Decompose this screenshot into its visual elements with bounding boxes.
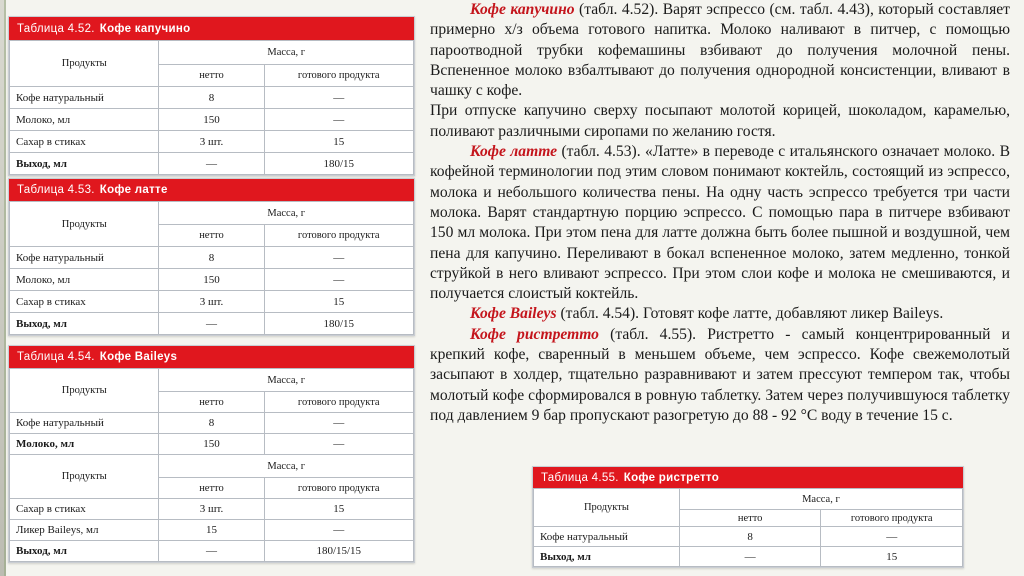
table-row <box>10 520 414 541</box>
cell-net: 8 <box>159 247 264 269</box>
cell-product: Молоко, мл <box>10 434 159 455</box>
col-header-products: Продукты <box>10 455 159 499</box>
col-header-net: нетто <box>159 65 264 87</box>
table-row <box>10 499 414 520</box>
cell-product: Сахар в стиках <box>10 131 159 153</box>
table-row <box>10 87 414 109</box>
col-header-ready: готового продукта <box>264 392 414 413</box>
col-header-net: нетто <box>159 392 264 413</box>
cell-net: 8 <box>679 527 821 547</box>
col-header-products: Продукты <box>10 369 159 413</box>
table-label: Таблица 4.52. <box>17 22 95 35</box>
table-grid <box>9 40 414 175</box>
term-latte: Кофе латте <box>470 143 558 161</box>
paragraph-ristretto <box>430 325 1010 426</box>
col-header-mass: Масса, г <box>159 41 414 65</box>
table-ristretto <box>532 466 964 568</box>
table-cappuccino <box>8 16 415 176</box>
cell-net: 8 <box>159 87 264 109</box>
cell-ready: 15 <box>821 547 963 567</box>
cell-product: Кофе натуральный <box>10 413 159 434</box>
table-row <box>10 541 414 562</box>
table-label: Таблица 4.55. <box>541 471 619 484</box>
col-header-mass: Масса, г <box>159 202 414 225</box>
table-row <box>10 131 414 153</box>
table-title: Кофе латте <box>99 184 168 196</box>
cell-product: Кофе натуральный <box>10 247 159 269</box>
paragraph-body: (табл. 4.52). Варят эспрессо (см. табл. 4.43), который составляет примерно х/з объема готового напитка. Молоко наливают в питчер, с помощью пароотводной трубки кофемашины взбивают до получения молочной пены. Вспененное молоко взбалтывают до получения однородной консистенции, вливают в чашку с кофе. <box>430 1 1010 100</box>
cell-ready: 180/15 <box>264 153 414 175</box>
cell-ready: — <box>264 109 414 131</box>
col-header-ready: готового продукта <box>264 225 414 247</box>
table-baileys <box>8 345 415 563</box>
left-decoration-stripe <box>4 0 6 576</box>
cell-product: Сахар в стиках <box>10 499 159 520</box>
table-row <box>10 247 414 269</box>
cell-net: 3 шт. <box>159 131 264 153</box>
col-header-products: Продукты <box>10 41 159 87</box>
table-latte <box>8 178 415 336</box>
cell-net: 150 <box>159 269 264 291</box>
cell-product: Сахар в стиках <box>10 291 159 313</box>
col-header-ready: готового продукта <box>264 65 414 87</box>
cell-ready: 15 <box>264 291 414 313</box>
col-header-products: Продукты <box>534 489 680 527</box>
col-header-ready: готового продукта <box>821 510 963 527</box>
cell-ready: — <box>264 520 414 541</box>
cell-product: Кофе натуральный <box>534 527 680 547</box>
term-cappuccino: Кофе капучино <box>470 1 575 18</box>
cell-product: Молоко, мл <box>10 109 159 131</box>
table-grid <box>9 368 414 562</box>
cell-ready: — <box>264 413 414 434</box>
cell-net: — <box>679 547 821 567</box>
table-grid <box>533 488 963 567</box>
table-row <box>10 153 414 175</box>
cell-ready: — <box>264 87 414 109</box>
table-title: Кофе Baileys <box>99 351 178 363</box>
cell-net: — <box>159 313 264 335</box>
table-header-bar <box>9 17 414 40</box>
cell-product: Выход, мл <box>534 547 680 567</box>
paragraph-baileys <box>430 304 1010 324</box>
cell-product: Кофе натуральный <box>10 87 159 109</box>
cell-net: 8 <box>159 413 264 434</box>
cell-product: Ликер Baileys, мл <box>10 520 159 541</box>
term-ristretto: Кофе ристретто <box>470 325 599 343</box>
paragraph-latte <box>430 142 1010 304</box>
table-row <box>10 313 414 335</box>
table-row <box>534 527 963 547</box>
cell-net: 3 шт. <box>159 291 264 313</box>
table-row <box>10 434 414 455</box>
cell-ready: 15 <box>264 131 414 153</box>
cell-product: Выход, мл <box>10 541 159 562</box>
paragraph-body: (табл. 4.53). «Латте» в переводе с итальянского означает молоко. В кофейной терминологии под этим словом понимают коктейль, состоящий из эспрессо, молока и небольшого количества пены. На одну часть эспрессо требуется три части молока. Варят стандартную порцию эспрессо. С помощью пара в питчере взбивают 150 мл молока. При этом пена для латте должна быть более пышной и воздушной, чем пена для капучино. Переливают в бокал вспененное молоко, затем медленно, тонкой струйкой в него вливают эспрессо. При этом слои кофе и молока не смешиваются, и получается слоистый коктейль. <box>430 143 1010 303</box>
cell-ready: 15 <box>264 499 414 520</box>
table-label: Таблица 4.53. <box>17 184 95 196</box>
cell-net: 15 <box>159 520 264 541</box>
col-header-mass: Масса, г <box>159 369 414 392</box>
paragraph-body: (табл. 4.55). Ристретто - самый концентрированный и крепкий кофе, сваренный в меньшем объеме, чем эспрессо. Кофе свежемолотый засыпают в холдер, тщательно разравнивают и затем прессуют темпером так, чтобы молотый кофе сформировался в ровную таблетку. Затем через получившуюся таблетку под давлением 9 бар пропускают разогретую до 88 - 92 °С воду в течение 15 с. <box>430 325 1010 424</box>
table-header-bar <box>533 467 963 488</box>
paragraph-body: (табл. 4.54). Готовят кофе латте, добавляют ликер Baileys. <box>556 305 944 323</box>
table-header-bar <box>9 346 414 368</box>
col-header-mass: Масса, г <box>159 455 414 478</box>
table-title: Кофе капучино <box>99 22 191 35</box>
table-row <box>534 547 963 567</box>
cell-net: 150 <box>159 434 264 455</box>
cell-ready: — <box>264 269 414 291</box>
paragraph-cappuccino <box>430 0 1010 101</box>
col-header-net: нетто <box>159 478 264 499</box>
cell-net: — <box>159 153 264 175</box>
table-title: Кофе ристретто <box>623 471 720 484</box>
col-header-mass: Масса, г <box>679 489 962 510</box>
table-row <box>10 413 414 434</box>
col-header-net: нетто <box>159 225 264 247</box>
cell-ready: — <box>821 527 963 547</box>
cell-net: — <box>159 541 264 562</box>
cell-net: 150 <box>159 109 264 131</box>
cell-product: Молоко, мл <box>10 269 159 291</box>
cell-ready: 180/15/15 <box>264 541 414 562</box>
cell-ready: 180/15 <box>264 313 414 335</box>
term-baileys: Кофе Baileys <box>470 305 557 323</box>
table-row <box>10 269 414 291</box>
col-header-ready: готового продукта <box>264 478 414 499</box>
table-row <box>10 291 414 313</box>
article-text <box>430 0 1010 426</box>
cell-product: Выход, мл <box>10 153 159 175</box>
table-header-bar <box>9 179 414 201</box>
cell-ready: — <box>264 247 414 269</box>
cell-ready: — <box>264 434 414 455</box>
table-label: Таблица 4.54. <box>17 351 95 363</box>
col-header-products: Продукты <box>10 202 159 247</box>
paragraph-serving: При отпуске капучино сверху посыпают молотой корицей, шоколадом, карамелью, поливают различными сиропами по желанию гостя. <box>430 102 1010 140</box>
cell-product: Выход, мл <box>10 313 159 335</box>
table-grid <box>9 201 414 335</box>
cell-net: 3 шт. <box>159 499 264 520</box>
col-header-net: нетто <box>679 510 821 527</box>
table-row <box>10 109 414 131</box>
